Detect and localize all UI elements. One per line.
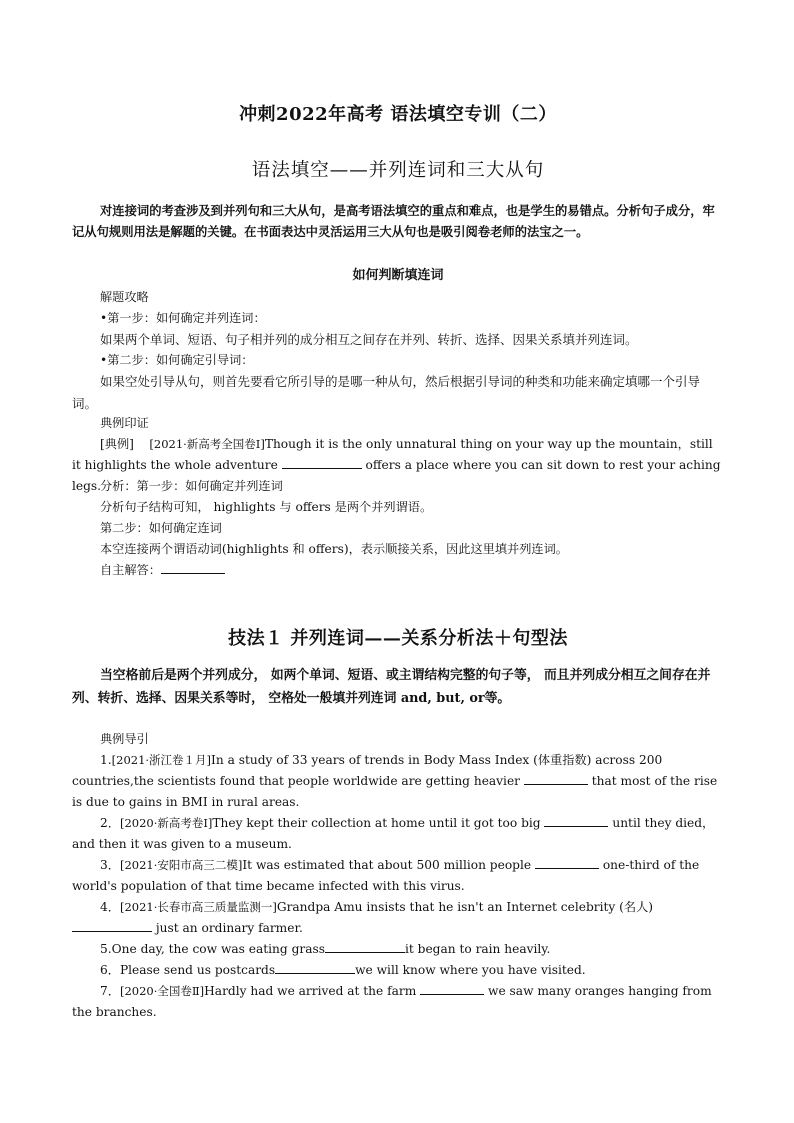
analysis-step2: 第二步：如何确定连词 xyxy=(100,521,222,535)
strategy-label: 解题攻略 xyxy=(100,290,149,304)
technique-heading: 技法１ 并列连词——关系分析法＋句型法 xyxy=(228,628,568,649)
self-answer-blank[interactable] xyxy=(161,561,225,574)
list-item: 6．Please send us postcards we will know where you have visited. xyxy=(100,963,586,977)
fill-blank[interactable] xyxy=(72,919,152,932)
practice-label: 典例导引 xyxy=(100,732,149,746)
fill-blank[interactable] xyxy=(535,856,599,869)
example-source: [2021·新高考全国卷Ⅰ] xyxy=(149,437,265,451)
intro-paragraph: 对连接词的考查涉及到并列句和三大从句，是高考语法填空的重点和难点，也是学生的易错点。分析句子成分，牢记从句规则用法是解题的关键。在书面表达中灵活运用三大从句也是吸引阅卷老师的法宝之一。 xyxy=(72,203,715,239)
fill-blank[interactable] xyxy=(325,940,405,953)
list-item: 4．[2021·长春市高三质量监测一]Grandpa Amu insists that he isn't an Internet celebrity (名人) just an ordinary farmer. xyxy=(72,897,724,939)
analysis-step1-detail: 分析句子结构可知， highlights 与 offers 是两个并列谓语。 xyxy=(100,500,433,514)
analysis-block xyxy=(72,476,724,581)
example-text-a: Though it is the only unnatural thing on your way up the mountain，still it highlights the whole adventure xyxy=(72,437,713,472)
self-answer-line xyxy=(100,560,724,581)
self-answer-label: 自主解答： xyxy=(100,563,161,577)
list-item: 2．[2020·新高考卷Ⅰ]They kept their collection at home until it got too big until they died，and then it was given to a museum. xyxy=(72,816,715,851)
list-item: 1.[2021·浙江卷１月]In a study of 33 years of trends in Body Mass Index (体重指数) across 200 countries,the scientists found that people worldwide are getting heavier that most of the rise is due to gains in BMI in rural areas. xyxy=(72,753,718,809)
section-heading: 如何判断填连词 xyxy=(352,268,444,283)
fill-blank[interactable] xyxy=(275,961,355,974)
answer-blank[interactable] xyxy=(282,456,362,469)
example-label: 典例印证 xyxy=(100,416,149,430)
strategy-block xyxy=(72,287,724,371)
fill-blank[interactable] xyxy=(420,982,484,995)
list-item: 5.One day, the cow was eating grass it began to rain heavily. xyxy=(100,942,551,956)
step2-title: •第二步：如何确定引导词： xyxy=(100,353,254,367)
fill-blank[interactable] xyxy=(524,772,588,785)
practice-list xyxy=(72,750,724,1023)
example-tag: [典例] xyxy=(100,437,134,451)
list-item: 7．[2020·全国卷Ⅱ]Hardly had we arrived at the farm we saw many oranges hanging from the branches. xyxy=(72,984,712,1019)
fill-blank[interactable] xyxy=(544,814,608,827)
page-subtitle: 语法填空——并列连词和三大从句 xyxy=(251,160,545,181)
technique-description: 当空格前后是两个并列成分， 如两个单词、短语、或主谓结构完整的句子等， 而且并列成分相互之间存在并列、转折、选择、因果关系等时， 空格处一般填并列连词 and, but, or等。 xyxy=(72,668,711,706)
list-item: 3．[2021·安阳市高三二模]It was estimated that about 500 million people one-third of the world's population of that time became infected with this virus. xyxy=(72,858,700,893)
analysis-step1: 分析：第一步：如何确定并列连词 xyxy=(100,479,283,493)
step2-text: 如果空处引导从句，则首先要看它所引导的是哪一种从句，然后根据引导词的种类和功能来确定填哪一个引导词。 xyxy=(72,374,701,411)
example-text-b: offers a place where you can sit down to rest your aching legs. xyxy=(72,458,721,493)
page-title: 冲刺2022年高考 语法填空专训（二） xyxy=(239,104,557,125)
step1-text: 如果两个单词、短语、句子相并列的成分相互之间存在并列、转折、选择、因果关系填并列连词。 xyxy=(100,332,638,347)
step1-title: •第一步：如何确定并列连词： xyxy=(100,311,266,325)
analysis-step2-detail: 本空连接两个谓语动词(highlights 和 offers)，表示顺接关系，因此这里填并列连词。 xyxy=(100,542,568,556)
